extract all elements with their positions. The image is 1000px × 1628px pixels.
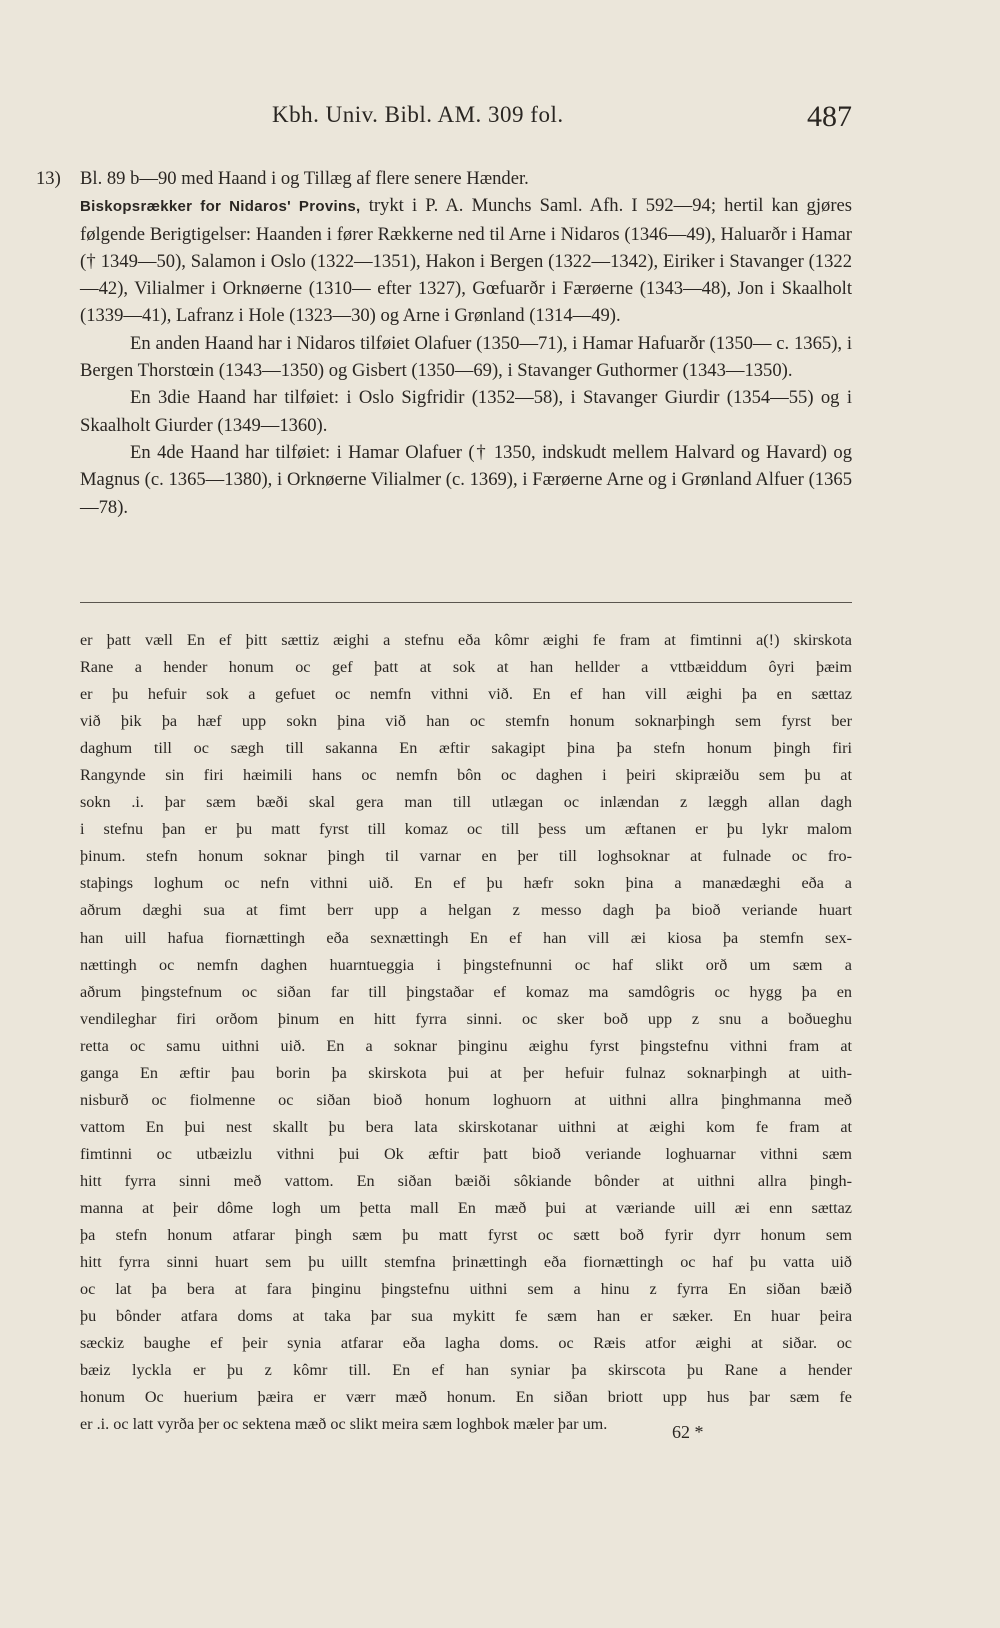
transcribed-text [80,627,852,1438]
text-line: daghum till oc sægh till sakanna En æftir sakagipt þina þa stefn honum þingh firi [80,739,852,758]
page-number: 487 [807,100,852,133]
signature-mark: 62 * [672,1422,704,1442]
intro-line-1-text: Bl. 89 b—90 med Haand i og Tillæg af flere senere Hænder. [80,168,529,189]
intro-section [36,165,852,521]
intro-paragraph-4: En 4de Haand har tilføiet: i Hamar Olafuer († 1350, indskudt mellem Halvard og Havard) og Magnus (c. 1365—1380), i Orknøerne Vilialmer (c. 1369), i Færøerne Arne og i Grønland Alfuer (1365—78). [80,441,852,518]
page-header [80,100,852,140]
text-line: manna at þeir dôme logh um þetta mall En mæð þui at væriande uill æi enn sættaz [80,1198,852,1217]
text-line: þu bônder atfara doms at taka þar sua mykitt fe sæm han er sæker. En huar þeira [80,1307,852,1326]
text-line: er þu hefuir sok a gefuet oc nemfn vithni við. En ef han vill æighi þa en sættaz [80,685,852,704]
running-title: Kbh. Univ. Bibl. AM. 309 fol. [272,102,564,127]
text-line: sæckiz baughe ef þeir synia atfarar eða lagha doms. oc Ræis atfor æighi at siðar. oc [80,1334,852,1353]
text-line: oc lat þa bera at fara þinginu þingstefnu uithni sem a hinu z fyrra En siðan bæið [80,1280,852,1299]
intro-line-1 [36,165,852,192]
section-number: 13) [36,168,61,189]
text-line: i stefnu þan er þu matt fyrst till komaz oc till þess um æftanen er þu lykr malom [80,820,852,839]
text-line: hitt fyrra sinni með vattom. En siðan bæiði sôkiande bônder at uithni allra þingh- [80,1171,852,1190]
text-line: nisburð oc fiolmenne oc siðan bioð honum loghuorn at uithni allra þinghmanna með [80,1090,852,1109]
text-line: honum Oc huerium þæira er værr mæð honum. En siðan briott upp hus þar sæm fe [80,1388,852,1407]
text-line: Rangynde sin firi hæimili hans oc nemfn bôn oc daghen i þeiri skipræiðu sem þu at [80,766,852,785]
intro-paragraph-3: En 3die Haand har tilføiet: i Oslo Sigfridir (1352—58), i Stavanger Giurdir (1354—55) og i Skaalholt Giurder (1349—1360). [80,387,852,436]
text-line: vendileghar firi orðom þinum en hitt fyrra sinni. oc sker boð upp z snu a boðueghu [80,1009,852,1028]
text-line: hitt fyrra sinni huart sem þu uillt stemfna þrinættingh eða fiornættingh oc haf þu vatta uið [80,1253,852,1272]
text-line: Rane a hender honum oc gef þatt at sok at han hellder a vttbæiddum ôyri þæim [80,658,852,677]
intro-paragraph-2: En anden Haand har i Nidaros tilføiet Olafuer (1350—71), i Hamar Hafuarðr (1350— c. 1365), i Bergen Thorstœin (1343—1350) og Gisbert (1350—69), i Stavanger Guthormer (1343—1350). [80,332,852,382]
text-line: þa stefn honum atfarar þingh sæm þu matt fyrst oc sætt boð fyrir dyrr honum sem [80,1226,852,1245]
text-line: retta oc samu uithni uið. En a soknar þinginu æighu fyrst þingstefnu vithni fram at [80,1036,852,1055]
intro-paragraph-1 [80,192,852,329]
text-line: er .i. oc latt vyrða þer oc sektena mæð oc slikt meira sæm loghbok mæler þar um. [80,1415,608,1434]
text-line: ganga En æftir þau borin þa skirskota þui at þer hefuir fulnaz soknarþingh at uith- [80,1063,852,1082]
text-line: han uill hafua fiornættingh eða sexnættingh En ef han vill æi kiosa þa stemfn sex- [80,928,852,947]
text-line: aðrum þingstefnum oc siðan far till þingstaðar ef komaz ma samdôgris oc hygg þa en [80,982,852,1001]
text-line: þinum. stefn honum soknar þingh til varnar en þer till loghsoknar at fulnade oc fro- [80,847,852,866]
intro-paragraph-1-text: trykt i P. A. Munchs Saml. Afh. I 592—94; hertil kan gjøres følgende Berigtigelser: Haanden i fører Rækkerne ned til Arne i Nidaros (1346—49), Haluarðr i Hamar († 1349—50), Salamon i Oslo (1322—1351), Hakon i Bergen (1322—1342), Eiriker i Stavanger (1322—42), Vilialmer i Orknøerne (1310— efter 1327), Gœfuarðr i Færøerne (1343—48), Jon i Skaalholt (1339—41), Lafranz i Hole (1323—30) og Arne i Grønland (1314—49). [80,195,852,327]
text-line: vattom En þui nest skallt þu bera lata skirskotanar uithni at æighi kom fe fram at [80,1117,852,1136]
text-line: staþings loghum oc nefn vithni uið. En ef þu hæfr sokn þina a manædæghi eða a [80,874,852,893]
text-line: fimtinni oc utbæizlu vithni þui Ok æftir þatt bioð veriande loghuarnar vithni sæm [80,1144,852,1163]
text-line: nættingh oc nemfn daghen huarntueggia i þingstefnunni oc haf slikt orð um sæm a [80,955,852,974]
text-line: við þik þa hæf upp sokn þina við han oc stemfn honum soknarþingh sem fyrst ber [80,712,852,731]
text-line: er þatt væll En ef þitt sættiz æighi a stefnu eða kômr æighi fe fram at fimtinni a(!) skirskota [80,631,852,649]
text-line: aðrum dæghi sua at fimt berr upp a helgan z messo dagh þa bioð veriande huart [80,901,852,920]
bold-heading: Biskopsrækker for Nidaros' Provins, [80,198,361,216]
section-divider [80,602,852,603]
text-line: sokn .i. þar sæm bæði skal gera man till utlægan oc inlændan z læggh allan dagh [80,793,852,812]
text-line: bæiz lyckla er þu z kômr till. En ef han syniar þa skirscota þu Rane a hender [80,1361,852,1380]
